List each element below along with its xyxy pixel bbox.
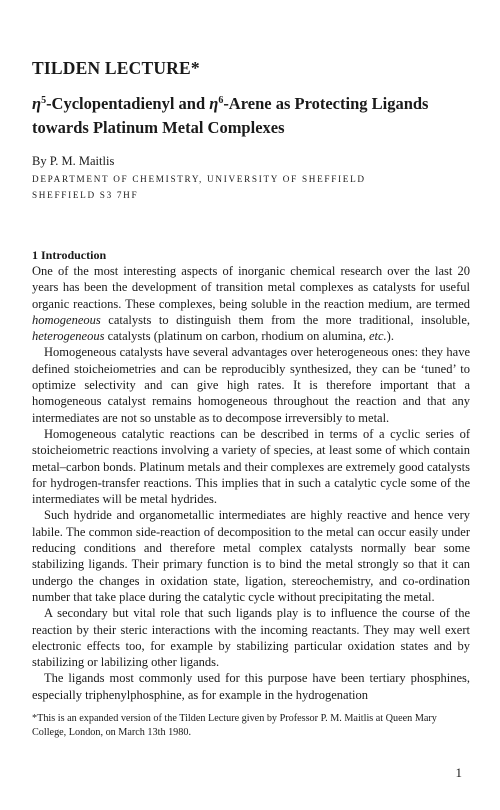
footnote: *This is an expanded version of the Tilden Lecture given by Professor P. M. Maitlis at Queen Mary College, London, on March 13th 1980.	[32, 713, 437, 738]
title-eta-symbol-2: η	[209, 94, 219, 113]
affiliation-department: DEPARTMENT OF CHEMISTRY, UNIVERSITY OF SHEFFIELD	[32, 174, 366, 184]
paragraph-1	[32, 263, 470, 344]
paragraph-3: Homogeneous catalytic reactions can be described in terms of a cyclic series of stoicheiometric reactions involving a variety of species, at least some of which contain metal–carbon bonds. Platinum metals and their complexes are extremely good catalysts for hydrogen-transfer reactions. This implies that in such a catalytic cycle some of the intermediates will be metal hydrides.	[32, 426, 470, 507]
paragraph-2: Homogeneous catalysts have several advantages over heterogeneous ones: they have defined stoicheiometries and can be reproducibly synthesized, they can be ‘tuned’ to optimize selectivity and can give high rates. It is therefore important that a homogeneous catalyst remains homogeneous throughout the reaction and that any intermediates are not so unstable as to decompose irreversibly to metal.	[32, 345, 470, 425]
paper-title	[32, 92, 482, 140]
paragraph-1-emphasis-1: homogeneous	[32, 312, 101, 327]
paragraph-1-emphasis-2: heterogeneous	[32, 329, 105, 344]
paragraph-6: The ligands most commonly used for this purpose have been tertiary phosphines, especially triphenylphosphine, as for example in the hydrogenation	[32, 671, 470, 702]
paragraph-1-text-b: catalysts to distinguish them from the more traditional, insoluble,	[100, 312, 470, 327]
paragraph-1-text-c: catalysts (platinum on carbon, rhodium on alumina,	[104, 329, 369, 344]
body-text	[32, 263, 470, 703]
title-text-2: -Arene as Protecting Ligands towards Platinum Metal Complexes	[32, 94, 429, 137]
paragraph-4: Such hydride and organometallic intermediates are highly reactive and hence very labile. The common side-reaction of decomposition to the metal can occur easily under reducing conditions and therefore metal complex catalysts normally bear some stabilizing ligands. Their primary function is to bind the metal strongly so that it can undergo the changes in oxidation state, ligation, stereochemistry, and co-ordination number that take place during the catalytic cycle without precipitating the metal.	[32, 508, 470, 604]
author-affiliation	[32, 171, 366, 203]
affiliation-city: SHEFFIELD S3 7HF	[32, 190, 139, 200]
section-heading: 1 Introduction	[32, 248, 107, 262]
paragraph-5: A secondary but vital role that such ligands play is to influence the course of the reaction by their steric interactions with the incoming reactants. They may well exert electronic effects too, for example by stabilizing particular oxidation states and by stabilizing or labilizing other ligands.	[32, 606, 470, 670]
title-superscript-2: 6	[218, 95, 224, 106]
title-text-1: -Cyclopentadienyl and	[46, 94, 210, 113]
paragraph-1-text-a: One of the most interesting aspects of inorganic chemical research over the last 20 years has been the development of transition metal complexes as catalysts for useful organic reactions. These complexes, being soluble in the reaction medium, are termed	[32, 264, 470, 311]
title-superscript-1: 5	[41, 95, 47, 106]
lecture-heading: TILDEN LECTURE*	[32, 58, 200, 78]
title-eta-symbol-1: η	[32, 94, 42, 113]
author-byline: By P. M. Maitlis	[32, 154, 115, 168]
paragraph-1-emphasis-3: etc.	[368, 329, 387, 344]
page-number: 1	[455, 765, 462, 780]
paragraph-1-text-d: ).	[386, 329, 394, 344]
